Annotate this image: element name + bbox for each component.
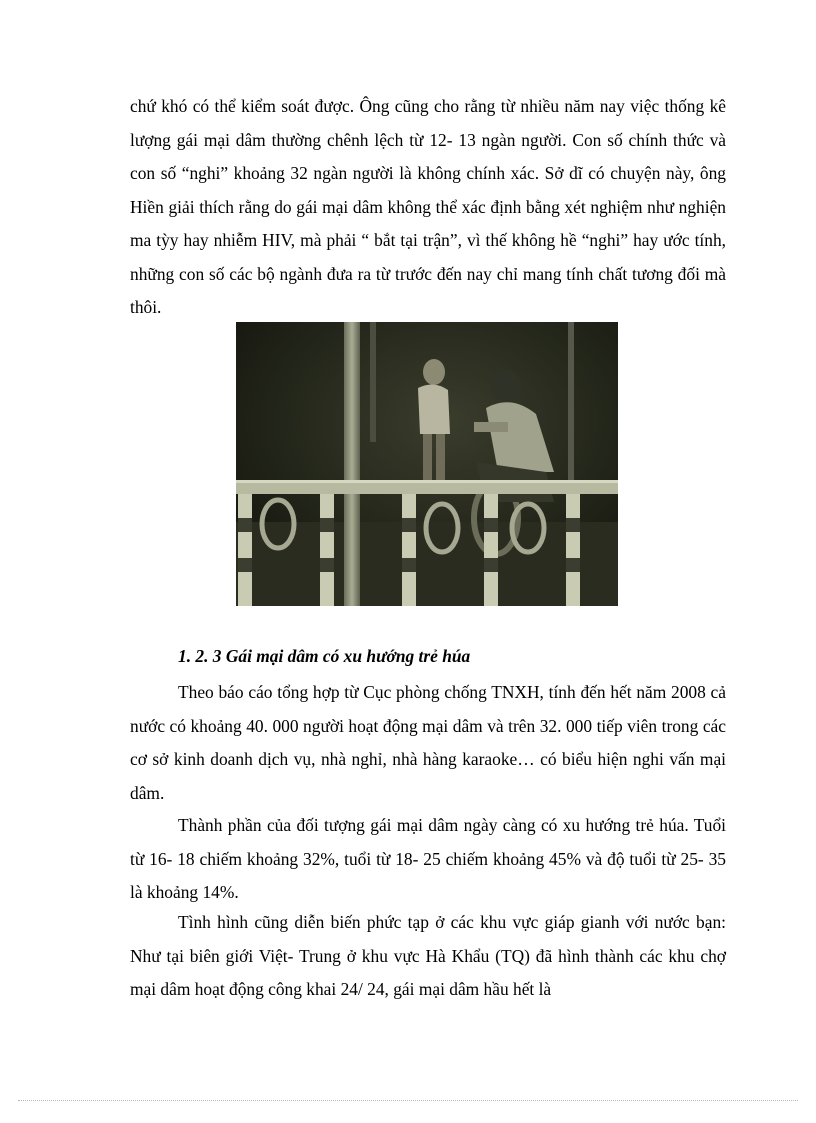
section-heading: 1. 2. 3 Gái mại dâm có xu hướng trẻ húa: [178, 646, 471, 666]
page-bottom-divider: [18, 1100, 798, 1101]
paragraph-intro: chứ khó có thể kiểm soát được. Ông cũng cho rằng từ nhiều năm nay việc thống kê lượng gái mại dâm thường chênh lệch từ 12- 13 ngàn người. Con số chính thức và con số “nghi” khoảng 32 ngàn người là không chính xác. Sở dĩ có chuyện này, ông Hiền giải thích rằng do gái mại dâm không thể xác định bằng xét nghiệm như nghiện ma tỳy hay nhiễm HIV, mà phải “ bắt tại trận”, vì thế không hề “nghi” hay ước tính, những con số các bộ ngành đưa ra từ trước đến nay chỉ mang tính chất tương đối mà thôi.: [130, 96, 726, 317]
street-night-photo: [236, 322, 618, 606]
paragraph-border-situation: Tình hình cũng diễn biến phức tạp ở các khu vực giáp gianh với nước bạn: Như tại biên giới Việt- Trung ở khu vực Hà Khẩu (TQ) đã hình thành các khu chợ mại dâm hoạt động công khai 24/ 24, gái mại dâm hầu hết là: [130, 912, 726, 999]
paragraph-age-groups: Thành phần của đối tượng gái mại dâm ngày càng có xu hướng trẻ húa. Tuổi từ 16- 18 chiếm khoảng 32%, tuổi từ 18- 25 chiếm khoảng 45% và độ tuổi từ 25- 35 là khoảng 14%.: [130, 815, 726, 902]
paragraph-report: Theo báo cáo tổng hợp từ Cục phòng chống TNXH, tính đến hết năm 2008 cả nước có khoảng 40. 000 người hoạt động mại dâm và trên 32. 000 tiếp viên trong các cơ sở kinh doanh dịch vụ, nhà nghỉ, nhà hàng karaoke… có biểu hiện nghi vấn mại dâm.: [130, 682, 726, 803]
